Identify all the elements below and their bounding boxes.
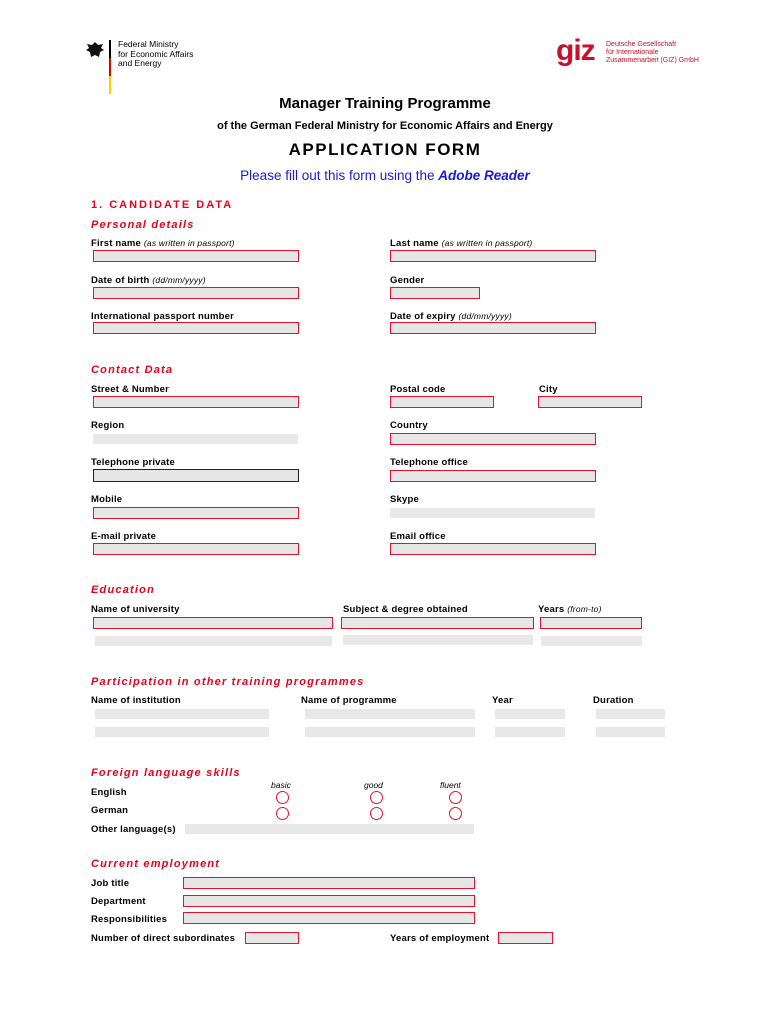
languages-heading: Foreign language skills (91, 767, 241, 779)
years-label: Years (from-to) (538, 604, 602, 615)
institution-label: Name of institution (91, 695, 181, 706)
country-label: Country (390, 420, 428, 431)
programme-title: Manager Training Programme (279, 95, 491, 112)
tel-office-input[interactable] (390, 470, 596, 482)
english-good-radio[interactable] (370, 791, 383, 804)
postal-input[interactable] (390, 396, 494, 408)
giz-line3: Zusammenarbeit (GIZ) GmbH (606, 57, 699, 64)
region-label: Region (91, 420, 125, 431)
german-label: German (91, 805, 129, 816)
tel-private-input[interactable] (93, 469, 299, 482)
city-input[interactable] (538, 396, 642, 408)
last-name-input[interactable] (390, 250, 596, 262)
job-title-label: Job title (91, 878, 130, 889)
adobe-reader-link[interactable]: Adobe Reader (438, 168, 530, 183)
university-input-2[interactable] (95, 636, 332, 646)
english-label: English (91, 787, 127, 798)
personal-details-heading: Personal details (91, 219, 195, 231)
german-fluent-radio[interactable] (449, 807, 462, 820)
form-title: APPLICATION FORM (288, 140, 482, 159)
university-label: Name of university (91, 604, 180, 615)
tel-office-label: Telephone office (390, 457, 468, 468)
fill-instruction (0, 168, 770, 183)
institution-input-2[interactable] (95, 727, 269, 737)
programme-subtitle: of the German Federal Ministry for Economic Affairs and Energy (217, 120, 553, 132)
email-office-input[interactable] (390, 543, 596, 555)
subject-input-2[interactable] (343, 635, 533, 645)
instruction-text: Please fill out this form using the (240, 168, 439, 183)
other-language-input[interactable] (185, 824, 474, 834)
ministry-logo (84, 40, 204, 94)
email-office-label: Email office (390, 531, 446, 542)
last-name-label: Last name (as written in passport) (390, 238, 533, 249)
programme-label: Name of programme (301, 695, 397, 706)
skype-input[interactable] (390, 508, 595, 518)
gender-input[interactable] (390, 287, 480, 299)
mobile-input[interactable] (93, 507, 299, 519)
first-name-input[interactable] (93, 250, 299, 262)
other-language-label: Other language(s) (91, 824, 176, 835)
giz-line1: Deutsche Gesellschaft (606, 41, 677, 48)
first-name-label: First name (as written in passport) (91, 238, 235, 249)
email-private-label: E-mail private (91, 531, 157, 542)
job-title-input[interactable] (183, 877, 475, 889)
year-input-2[interactable] (495, 727, 565, 737)
programme-input-2[interactable] (305, 727, 475, 737)
institution-input-1[interactable] (95, 709, 269, 719)
years-employment-label: Years of employment (390, 933, 490, 944)
region-input[interactable] (93, 434, 298, 444)
tel-private-label: Telephone private (91, 457, 175, 468)
department-input[interactable] (183, 895, 475, 907)
employment-heading: Current employment (91, 858, 221, 870)
years-employment-input[interactable] (498, 932, 553, 944)
duration-label: Duration (593, 695, 634, 706)
expiry-label: Date of expiry (dd/mm/yyyy) (390, 311, 512, 322)
mobile-label: Mobile (91, 494, 123, 505)
giz-logo (556, 36, 706, 76)
passport-input[interactable] (93, 322, 299, 334)
year-label: Year (492, 695, 513, 706)
street-input[interactable] (93, 396, 299, 408)
subject-label: Subject & degree obtained (343, 604, 468, 615)
ministry-name-line3: and Energy (118, 58, 162, 68)
email-private-input[interactable] (93, 543, 299, 555)
passport-label: International passport number (91, 311, 235, 322)
section-candidate-data-heading: 1. CANDIDATE DATA (91, 199, 234, 211)
city-label: City (539, 384, 558, 395)
eagle-icon (84, 40, 106, 62)
dob-label: Date of birth (dd/mm/yyyy) (91, 275, 206, 286)
year-input-1[interactable] (495, 709, 565, 719)
ministry-name-line1: Federal Ministry (118, 39, 179, 49)
university-input-1[interactable] (93, 617, 333, 629)
country-input[interactable] (390, 433, 596, 445)
giz-line2: für Internationale (606, 49, 659, 56)
dob-input[interactable] (93, 287, 299, 299)
gender-label: Gender (390, 275, 425, 286)
flag-stripe (109, 40, 111, 94)
ministry-name-line2: for Economic Affairs (118, 48, 194, 59)
fluent-header: fluent (440, 780, 461, 790)
years-input-1[interactable] (540, 617, 642, 629)
programme-input-1[interactable] (305, 709, 475, 719)
german-basic-radio[interactable] (276, 807, 289, 820)
giz-logo-text: giz (556, 34, 595, 67)
contact-data-heading: Contact Data (91, 364, 174, 376)
english-fluent-radio[interactable] (449, 791, 462, 804)
subject-input-1[interactable] (341, 617, 534, 629)
responsibilities-input[interactable] (183, 912, 475, 924)
education-heading: Education (91, 584, 155, 596)
german-good-radio[interactable] (370, 807, 383, 820)
subordinates-label: Number of direct subordinates (91, 933, 236, 944)
good-header: good (364, 780, 383, 790)
duration-input-1[interactable] (596, 709, 665, 719)
postal-label: Postal code (390, 384, 446, 395)
subordinates-input[interactable] (245, 932, 299, 944)
responsibilities-label: Responsibilities (91, 914, 168, 925)
years-input-2[interactable] (541, 636, 642, 646)
duration-input-2[interactable] (596, 727, 665, 737)
department-label: Department (91, 896, 146, 907)
basic-header: basic (271, 780, 291, 790)
expiry-input[interactable] (390, 322, 596, 334)
street-label: Street & Number (91, 384, 169, 395)
skype-label: Skype (390, 494, 419, 505)
english-basic-radio[interactable] (276, 791, 289, 804)
training-heading: Participation in other training programmes (91, 676, 365, 688)
